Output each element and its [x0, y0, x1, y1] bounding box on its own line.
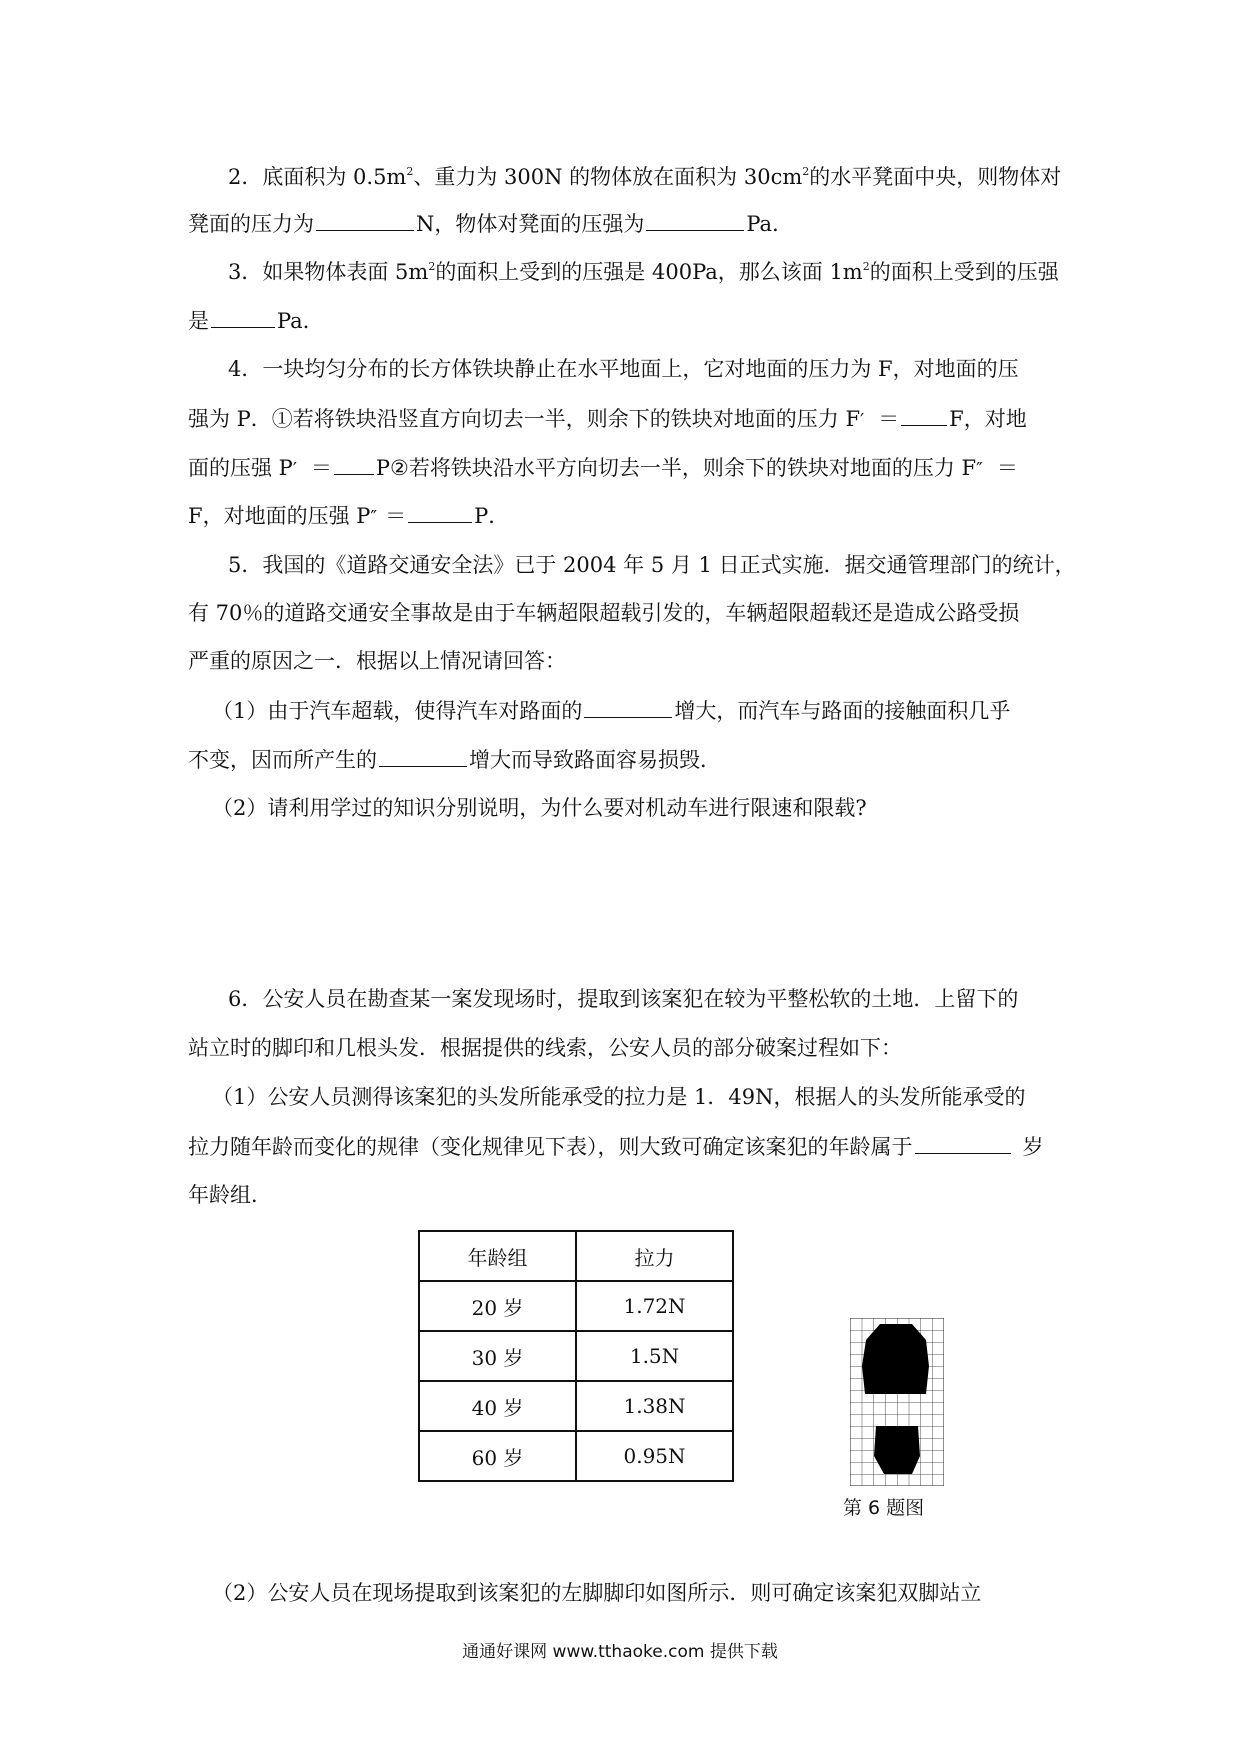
table-row [419, 1381, 733, 1431]
q3-line-1: 3．如果物体表面 $5m^2$的面积上受到的压强是 400Pa，那么该面 $1m^2$的面积上受到的压强 [228, 260, 1059, 284]
q3-line-2: 是 Pa． [188, 305, 1068, 336]
q4-line-4: F，对地面的压强 P″ ＝ P． [188, 500, 1068, 533]
q4-pressure-vertical-blank[interactable] [334, 452, 374, 475]
q4-pressure-horizontal-blank[interactable] [408, 500, 472, 523]
footprint-grid-diagram [850, 1318, 944, 1486]
q4-line-3: 面的压强 P′ ＝ P②若将铁块沿水平方向切去一半，则余下的铁块对地面的压力 F″ ＝ [188, 452, 1068, 485]
table-cell: 1.72N [576, 1281, 733, 1331]
table-cell: 30 岁 [419, 1331, 576, 1381]
q2-pressure-blank[interactable] [646, 208, 744, 231]
table-header-cell: 拉力 [576, 1231, 733, 1281]
q2-line-2: 凳面的压力为 N，物体对凳面的压强为 Pa． [188, 208, 1068, 239]
footprint-toe-shape [862, 1324, 929, 1394]
q4-line-1: 4．一块均匀分布的长方体铁块静止在水平地面上，它对地面的压力为 F，对地面的压 [228, 357, 1019, 381]
q2-line-1: 2．底面积为 $0.5m^2$、重力为 300N 的物体放在面积为 $30cm^2$的水平凳面中央，则物体对 [228, 165, 1062, 189]
table-cell: 60 岁 [419, 1431, 576, 1481]
q6-age-group-blank[interactable] [915, 1131, 1011, 1154]
table-row [419, 1281, 733, 1331]
q6-line-1: 6．公安人员在勘查某一案发现场时，提取到该案犯在较为平整松软的土地．上留下的 [228, 987, 1019, 1011]
q2-pressure-force-blank[interactable] [316, 208, 414, 231]
page-footer: 通通好课网 www.tthaoke.com 提供下载 [462, 1642, 778, 1662]
table-row [419, 1431, 733, 1481]
table-cell: 40 岁 [419, 1381, 576, 1431]
table-row [419, 1331, 733, 1381]
q6-sub-1-line-3: 年龄组． [188, 1183, 272, 1207]
hair-tension-table [418, 1230, 734, 1482]
q6-sub-1-line-1: （1）公安人员测得该案犯的头发所能承受的拉力是 1．49N，根据人的头发所能承受的 [212, 1085, 1026, 1109]
q6-sub-2: （2）公安人员在现场提取到该案犯的左脚脚印如图所示．则可确定该案犯双脚站立 [212, 1581, 982, 1605]
q5-pressure-blank[interactable] [379, 744, 467, 767]
footprint-heel-shape [874, 1426, 920, 1474]
q5-line-1: 5．我国的《道路交通安全法》已于 2004 年 5 月 1 日正式实施．据交通管理部门的统计， [228, 553, 1076, 577]
q5-line-3: 严重的原因之一．根据以上情况请回答： [188, 649, 566, 673]
table-cell: 20 岁 [419, 1281, 576, 1331]
q4-force-vertical-blank[interactable] [901, 403, 947, 426]
figure-caption: 第 6 题图 [843, 1497, 925, 1519]
q5-sub-1-line-2: 不变，因而所产生的 增大而导致路面容易损毁． [188, 744, 1068, 775]
footprint-figure [850, 1318, 944, 1490]
q3-pressure-blank[interactable] [211, 305, 275, 328]
q5-sub-2: （2）请利用学过的知识分别说明，为什么要对机动车进行限速和限载? [212, 796, 867, 820]
q5-force-blank[interactable] [584, 695, 672, 718]
table-header-row [419, 1231, 733, 1281]
table-cell: 0.95N [576, 1431, 733, 1481]
table-cell: 1.38N [576, 1381, 733, 1431]
q6-line-2: 站立时的脚印和几根头发．根据提供的线索，公安人员的部分破案过程如下： [188, 1036, 902, 1060]
table-header-cell: 年龄组 [419, 1231, 576, 1281]
q5-sub-1-line-1: （1）由于汽车超载，使得汽车对路面的 增大，而汽车与路面的接触面积几乎 [188, 695, 1068, 726]
table-cell: 1.5N [576, 1331, 733, 1381]
q6-sub-1-line-2: 拉力随年龄而变化的规律（变化规律见下表），则大致可确定该案犯的年龄属于 岁 [188, 1131, 1068, 1162]
q5-line-2: 有 70％的道路交通安全事故是由于车辆超限超载引发的，车辆超限超载还是造成公路受损 [188, 601, 1020, 625]
q4-line-2: 强为 P．①若将铁块沿竖直方向切去一半，则余下的铁块对地面的压力 F′ ＝ F，对地 [188, 403, 1068, 436]
